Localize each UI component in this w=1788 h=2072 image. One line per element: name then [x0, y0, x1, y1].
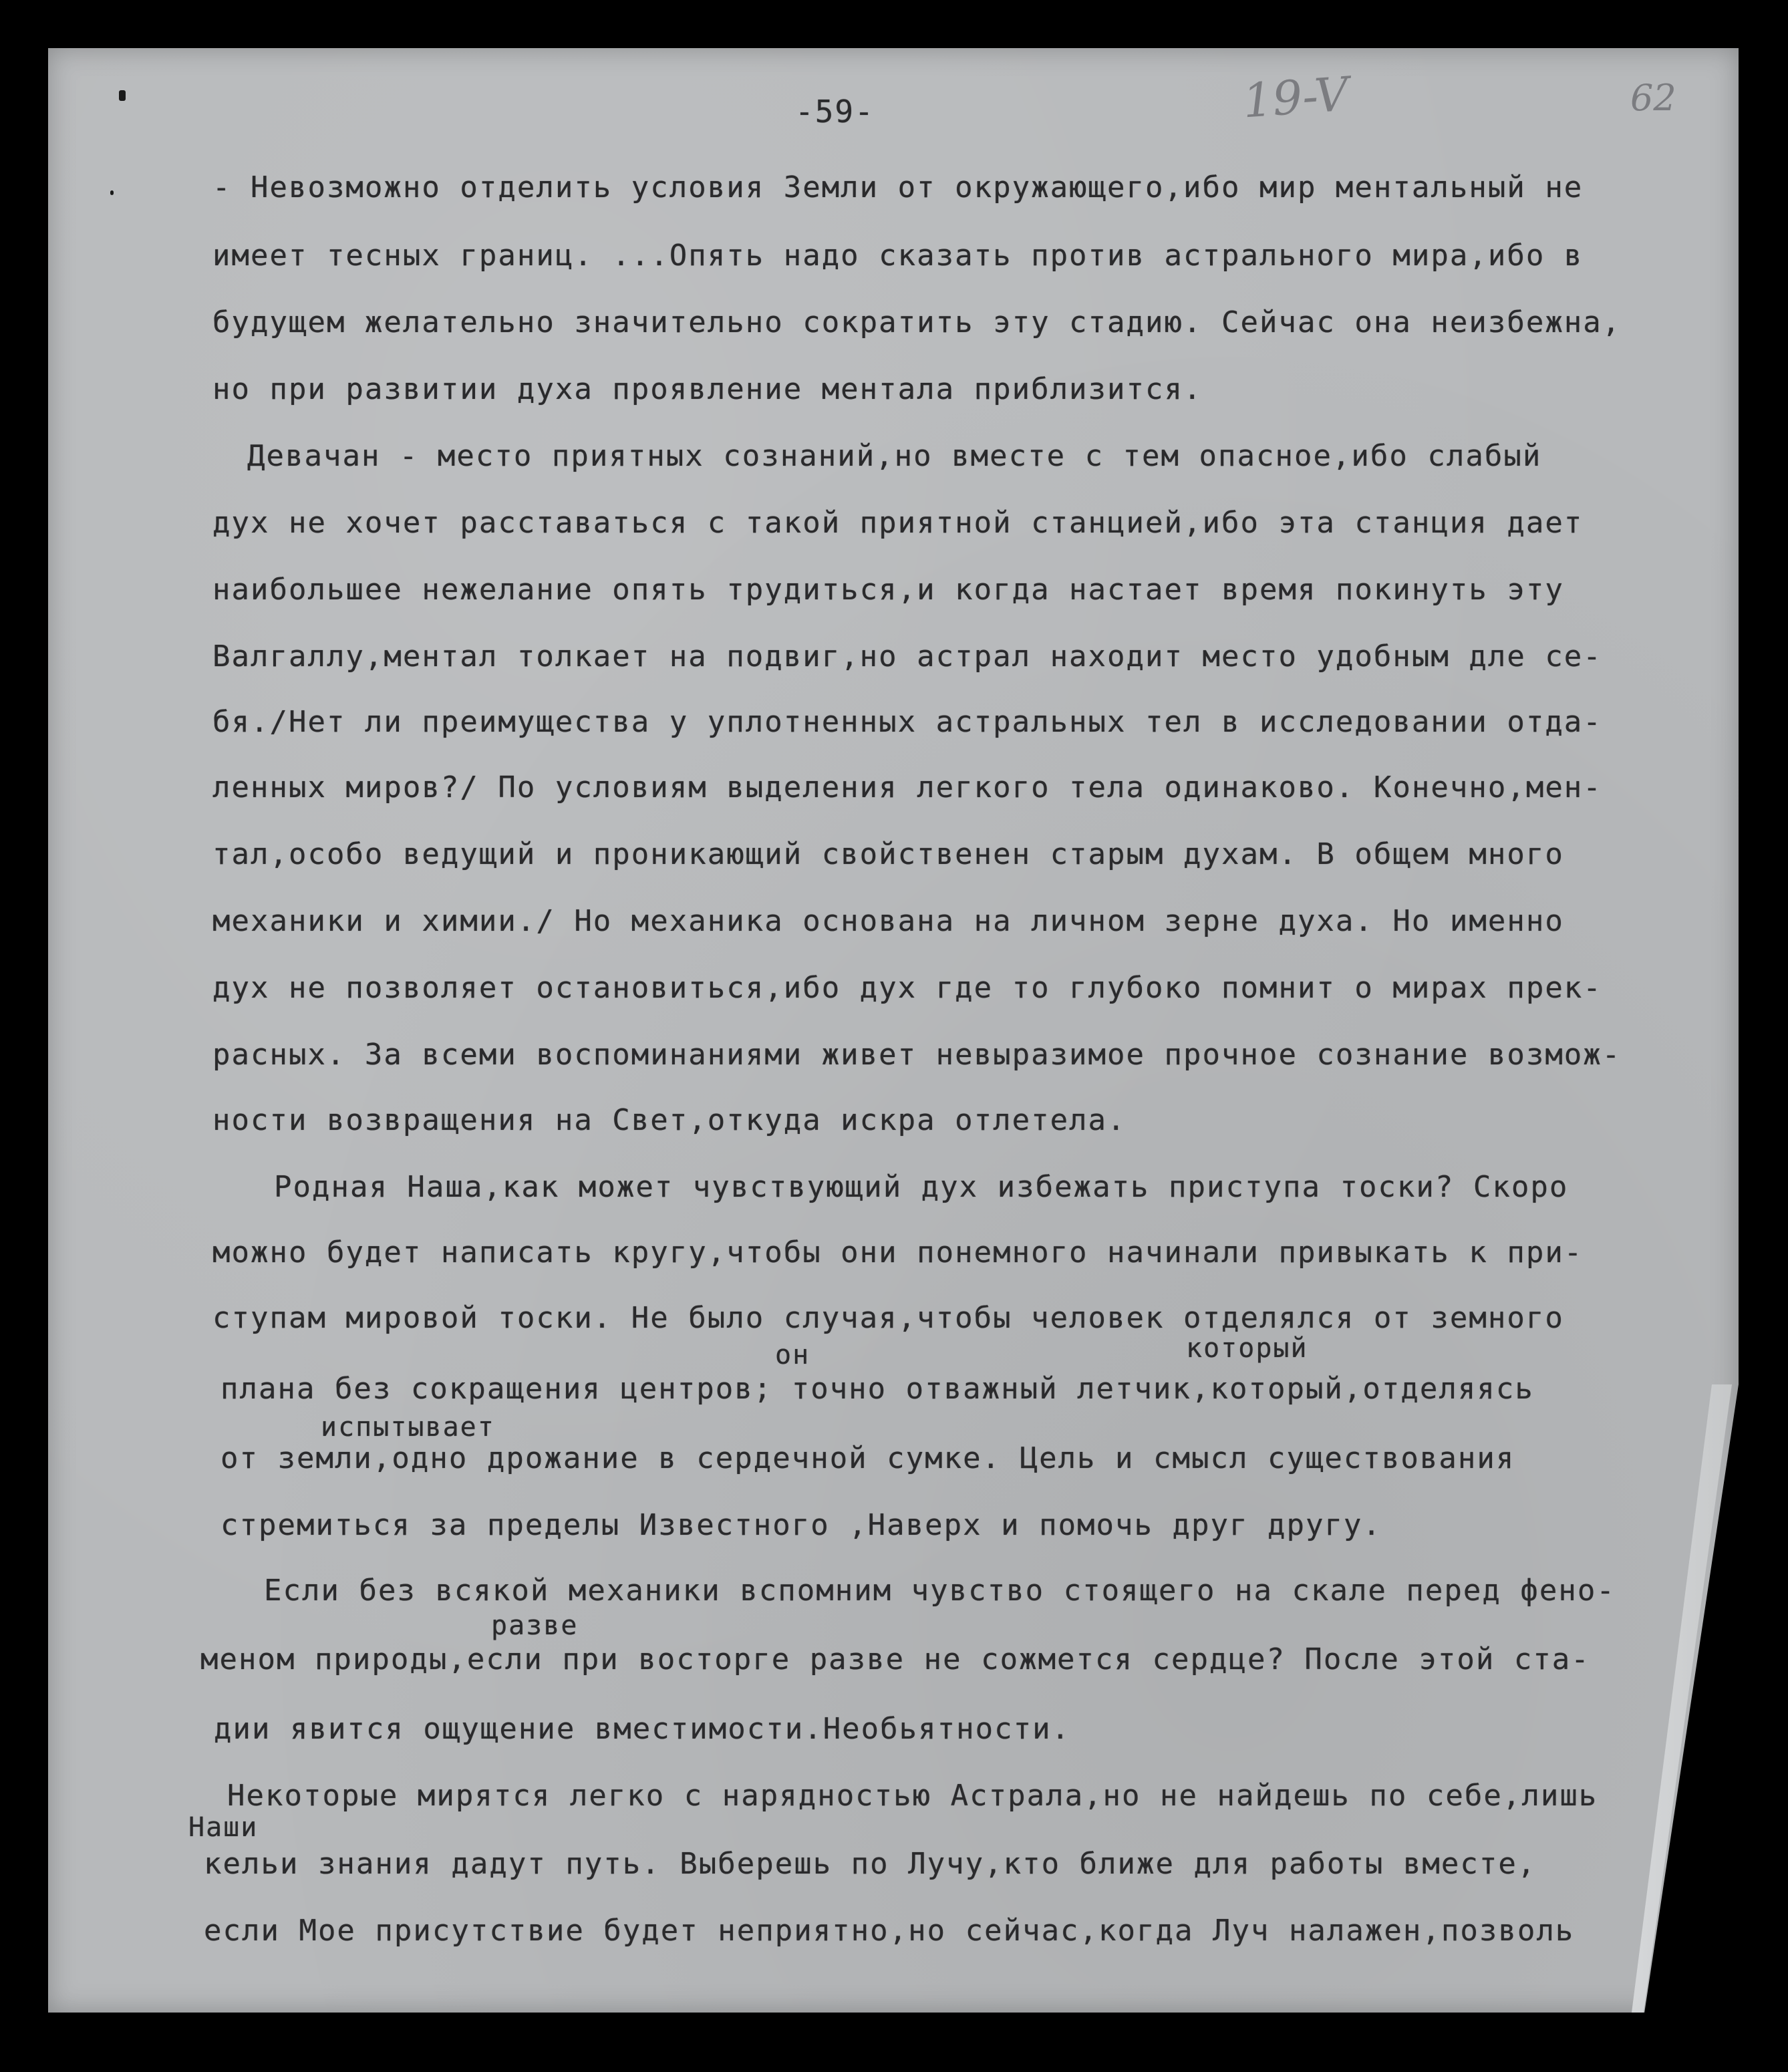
text-line: от земли,одно дрожание в сердечной сумке. Цель и смысл существования [220, 1441, 1515, 1475]
text-line: дух не позволяет остановиться,ибо дух где то глубоко помнит о мирах прек- [212, 971, 1602, 1005]
text-line: - Невозможно отделить условия Земли от окружающего,ибо мир ментальный не [212, 170, 1584, 204]
text-line: дух не хочет расставаться с такой приятной станцией,ибо эта станция дает [212, 506, 1584, 540]
text-line: стремиться за пределы Известного ,Наверх и помочь друг другу. [220, 1508, 1382, 1542]
text-line: механики и химии./ Но механика основана на личном зерне духа. Но именно [212, 904, 1564, 938]
handwritten-date: 19-V [1241, 66, 1350, 129]
interlinear-insert: который [1186, 1333, 1308, 1364]
text-line: Некоторые мирятся легко с нарядностью Астрала,но не найдешь по себе,лишь [227, 1779, 1598, 1813]
handwritten-folio: 62 [1630, 77, 1676, 119]
text-line: Девачан - место приятных сознаний,но вместе с тем опасное,ибо слабый [247, 439, 1542, 473]
text-line: если Мое присутствие будет неприятно,но сейчас,когда Луч налажен,позволь [204, 1914, 1575, 1948]
text-line: ленных миров?/ По условиям выделения легкого тела одинаково. Конечно,мен- [212, 770, 1602, 804]
text-line: плана без сокращения центров; точно отважный летчик,который,отделяясь [220, 1372, 1534, 1406]
text-line: меном природы,если при восторге разве не сожмется сердце? После этой ста- [200, 1642, 1590, 1676]
text-line: будущем желательно значительно сократить эту стадию. Сейчас она неизбежна, [212, 305, 1622, 339]
text-line: имеет тесных границ. ...Опять надо сказать против астрального мира,ибо в [212, 239, 1584, 273]
text-line: Валгаллу,ментал толкает на подвиг,но астрал находит место удобным дле се- [212, 639, 1602, 674]
text-line: дии явится ощущение вместимости.Необьятности. [214, 1712, 1071, 1746]
text-line: бя./Нет ли преимущества у уплотненных астральных тел в исследовании отда- [212, 705, 1602, 739]
interlinear-insert: Наши [188, 1812, 259, 1843]
text-line: Родная Наша,как может чувствующий дух избежать приступа тоски? Скоро [274, 1170, 1569, 1204]
text-line: кельи знания дадут путь. Выберешь по Лучу,кто ближе для работы вместе, [204, 1847, 1537, 1881]
text-line: ступам мировой тоски. Не было случая,чтобы человек отделялся от земного [212, 1301, 1564, 1335]
interlinear-insert: испытывает [321, 1412, 495, 1443]
text-line: Если без всякой механики вспомним чувство стоящего на скале перед фено- [264, 1574, 1616, 1608]
text-line: расных. За всеми воспоминаниями живет невыразимое прочное сознание возмож- [212, 1038, 1622, 1072]
text-line: но при развитии духа проявление ментала приблизится. [212, 372, 1203, 406]
interlinear-insert: он [775, 1340, 810, 1370]
text-line: ности возвращения на Свет,откуда искра отлетела. [212, 1103, 1127, 1137]
text-line: тал,особо ведущий и проникающий свойственен старым духам. В общем много [212, 837, 1564, 871]
page-number: -59- [795, 94, 875, 130]
interlinear-insert: разве [491, 1610, 579, 1641]
text-line: наибольшее нежелание опять трудиться,и когда настает время покинуть эту [212, 573, 1564, 607]
text-line: можно будет написать кругу,чтобы они понемного начинали привыкать к при- [212, 1235, 1584, 1270]
